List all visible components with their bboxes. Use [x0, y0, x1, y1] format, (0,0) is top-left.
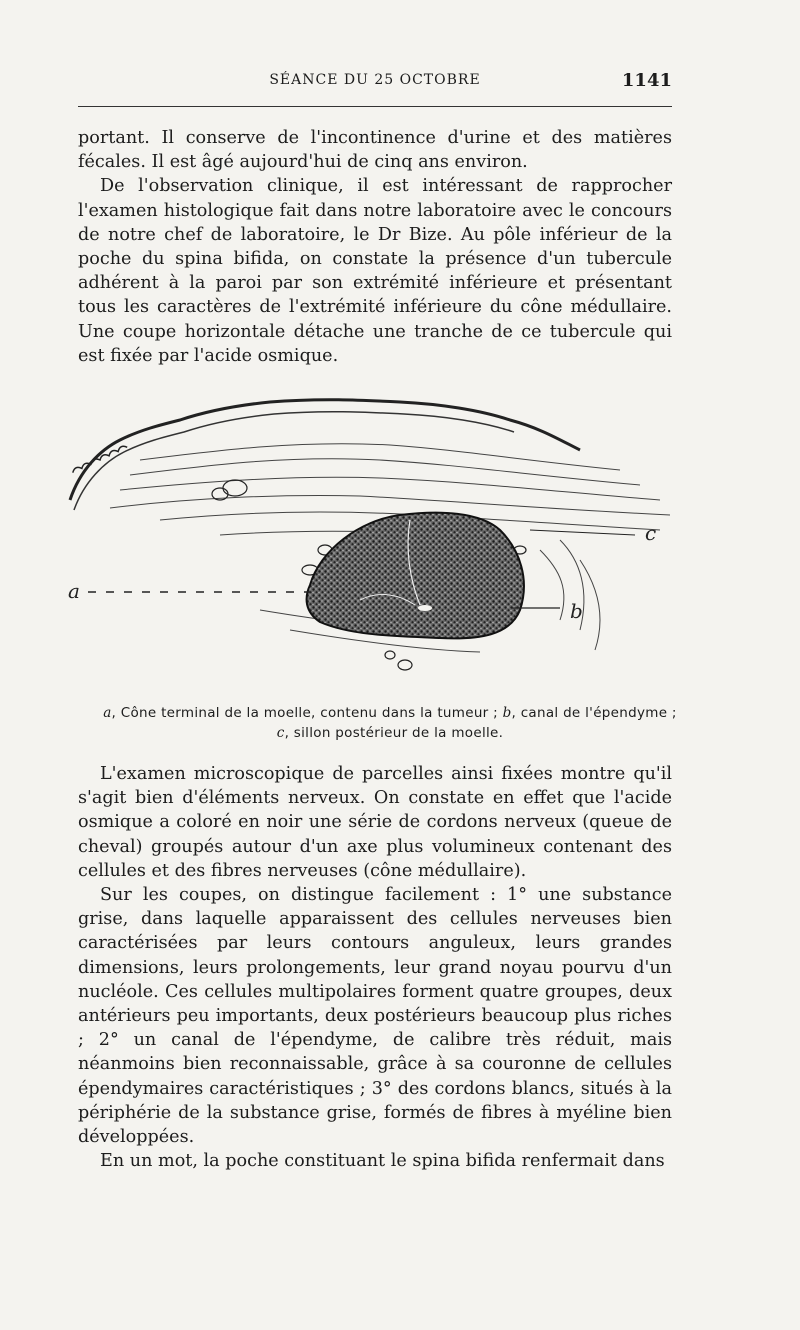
running-title: SÉANCE DU 25 OCTOBRE: [269, 72, 481, 88]
upper-tissue-border: [70, 400, 580, 500]
page-number: 1141: [621, 70, 672, 91]
figure-label-b: b: [570, 599, 583, 623]
text-block-bottom: [78, 762, 672, 1173]
caption-text-a: , Cône terminal de la moelle, contenu dans la tumeur ;: [111, 705, 503, 721]
paragraph-microscopic: L'examen microscopique de parcelles ainsi fixées montre qu'il s'agit bien d'éléments nerveux. On constate en effet que l'acide osmique a coloré en noir une série de cordons nerveux (queue de cheval) groupés autour d'un axe plus volumineux contenant des cellules et des fibres nerveuses (cône médullaire).: [78, 764, 672, 881]
caption-letter-b: b: [502, 705, 512, 721]
header-rule: [78, 106, 672, 107]
caption-text-b: , canal de l'épendyme ;: [511, 705, 677, 721]
paragraph-observation: De l'observation clinique, il est intéressant de rapprocher l'examen histologique fait dans notre laboratoire avec le concours de notre chef de laboratoire, le Dr Bize. Au pôle inférieur de la poche du spina bifida, on constate la présence d'un tubercule adhérent à la paroi par son extrémité inférieure et présentant tous les caractères de l'extrémité inférieure du cône médullaire. Une coupe horizontale détache une tranche de ce tubercule qui est fixée par l'acide osmique.: [78, 176, 672, 366]
caption-text-c: , sillon postérieur de la moelle.: [284, 725, 504, 741]
figure-caption: [100, 703, 680, 743]
caption-letter-a: a: [103, 705, 112, 721]
paragraph-continued: portant. Il conserve de l'incontinence d'urine et des matières fécales. Il est âgé aujourd'hui de cinq ans environ.: [78, 128, 672, 173]
page-header: [78, 70, 672, 94]
figure-label-c: c: [645, 521, 657, 545]
histology-figure: [60, 390, 690, 690]
paragraph-conclusion: En un mot, la poche constituant le spina bifida renfermait dans: [100, 1151, 665, 1172]
spinal-cone-section-drawing: [60, 390, 690, 690]
paragraph-sections: Sur les coupes, on distingue facilement : 1° une substance grise, dans laquelle apparaissent des cellules nerveuses bien caractérisées par leurs contours anguleux, leurs grandes dimensions, leurs prolongements, leur grand noyau pourvu d'un nucléole. Ces cellules multipolaires forment quatre groupes, deux antérieurs peu importants, deux postérieurs beaucoup plus riches ; 2° un canal de l'épendyme, de calibre très réduit, mais néanmoins bien reconnaissable, grâce à sa couronne de cellules épendymaires caractéristiques ; 3° des cordons blancs, situés à la périphérie de la substance grise, formés de fibres à myéline bien développées.: [78, 885, 672, 1148]
text-block-top: [78, 126, 672, 368]
caption-letter-c: c: [276, 725, 285, 741]
figure-label-a: a: [68, 579, 80, 603]
ependymal-canal: [418, 605, 432, 611]
